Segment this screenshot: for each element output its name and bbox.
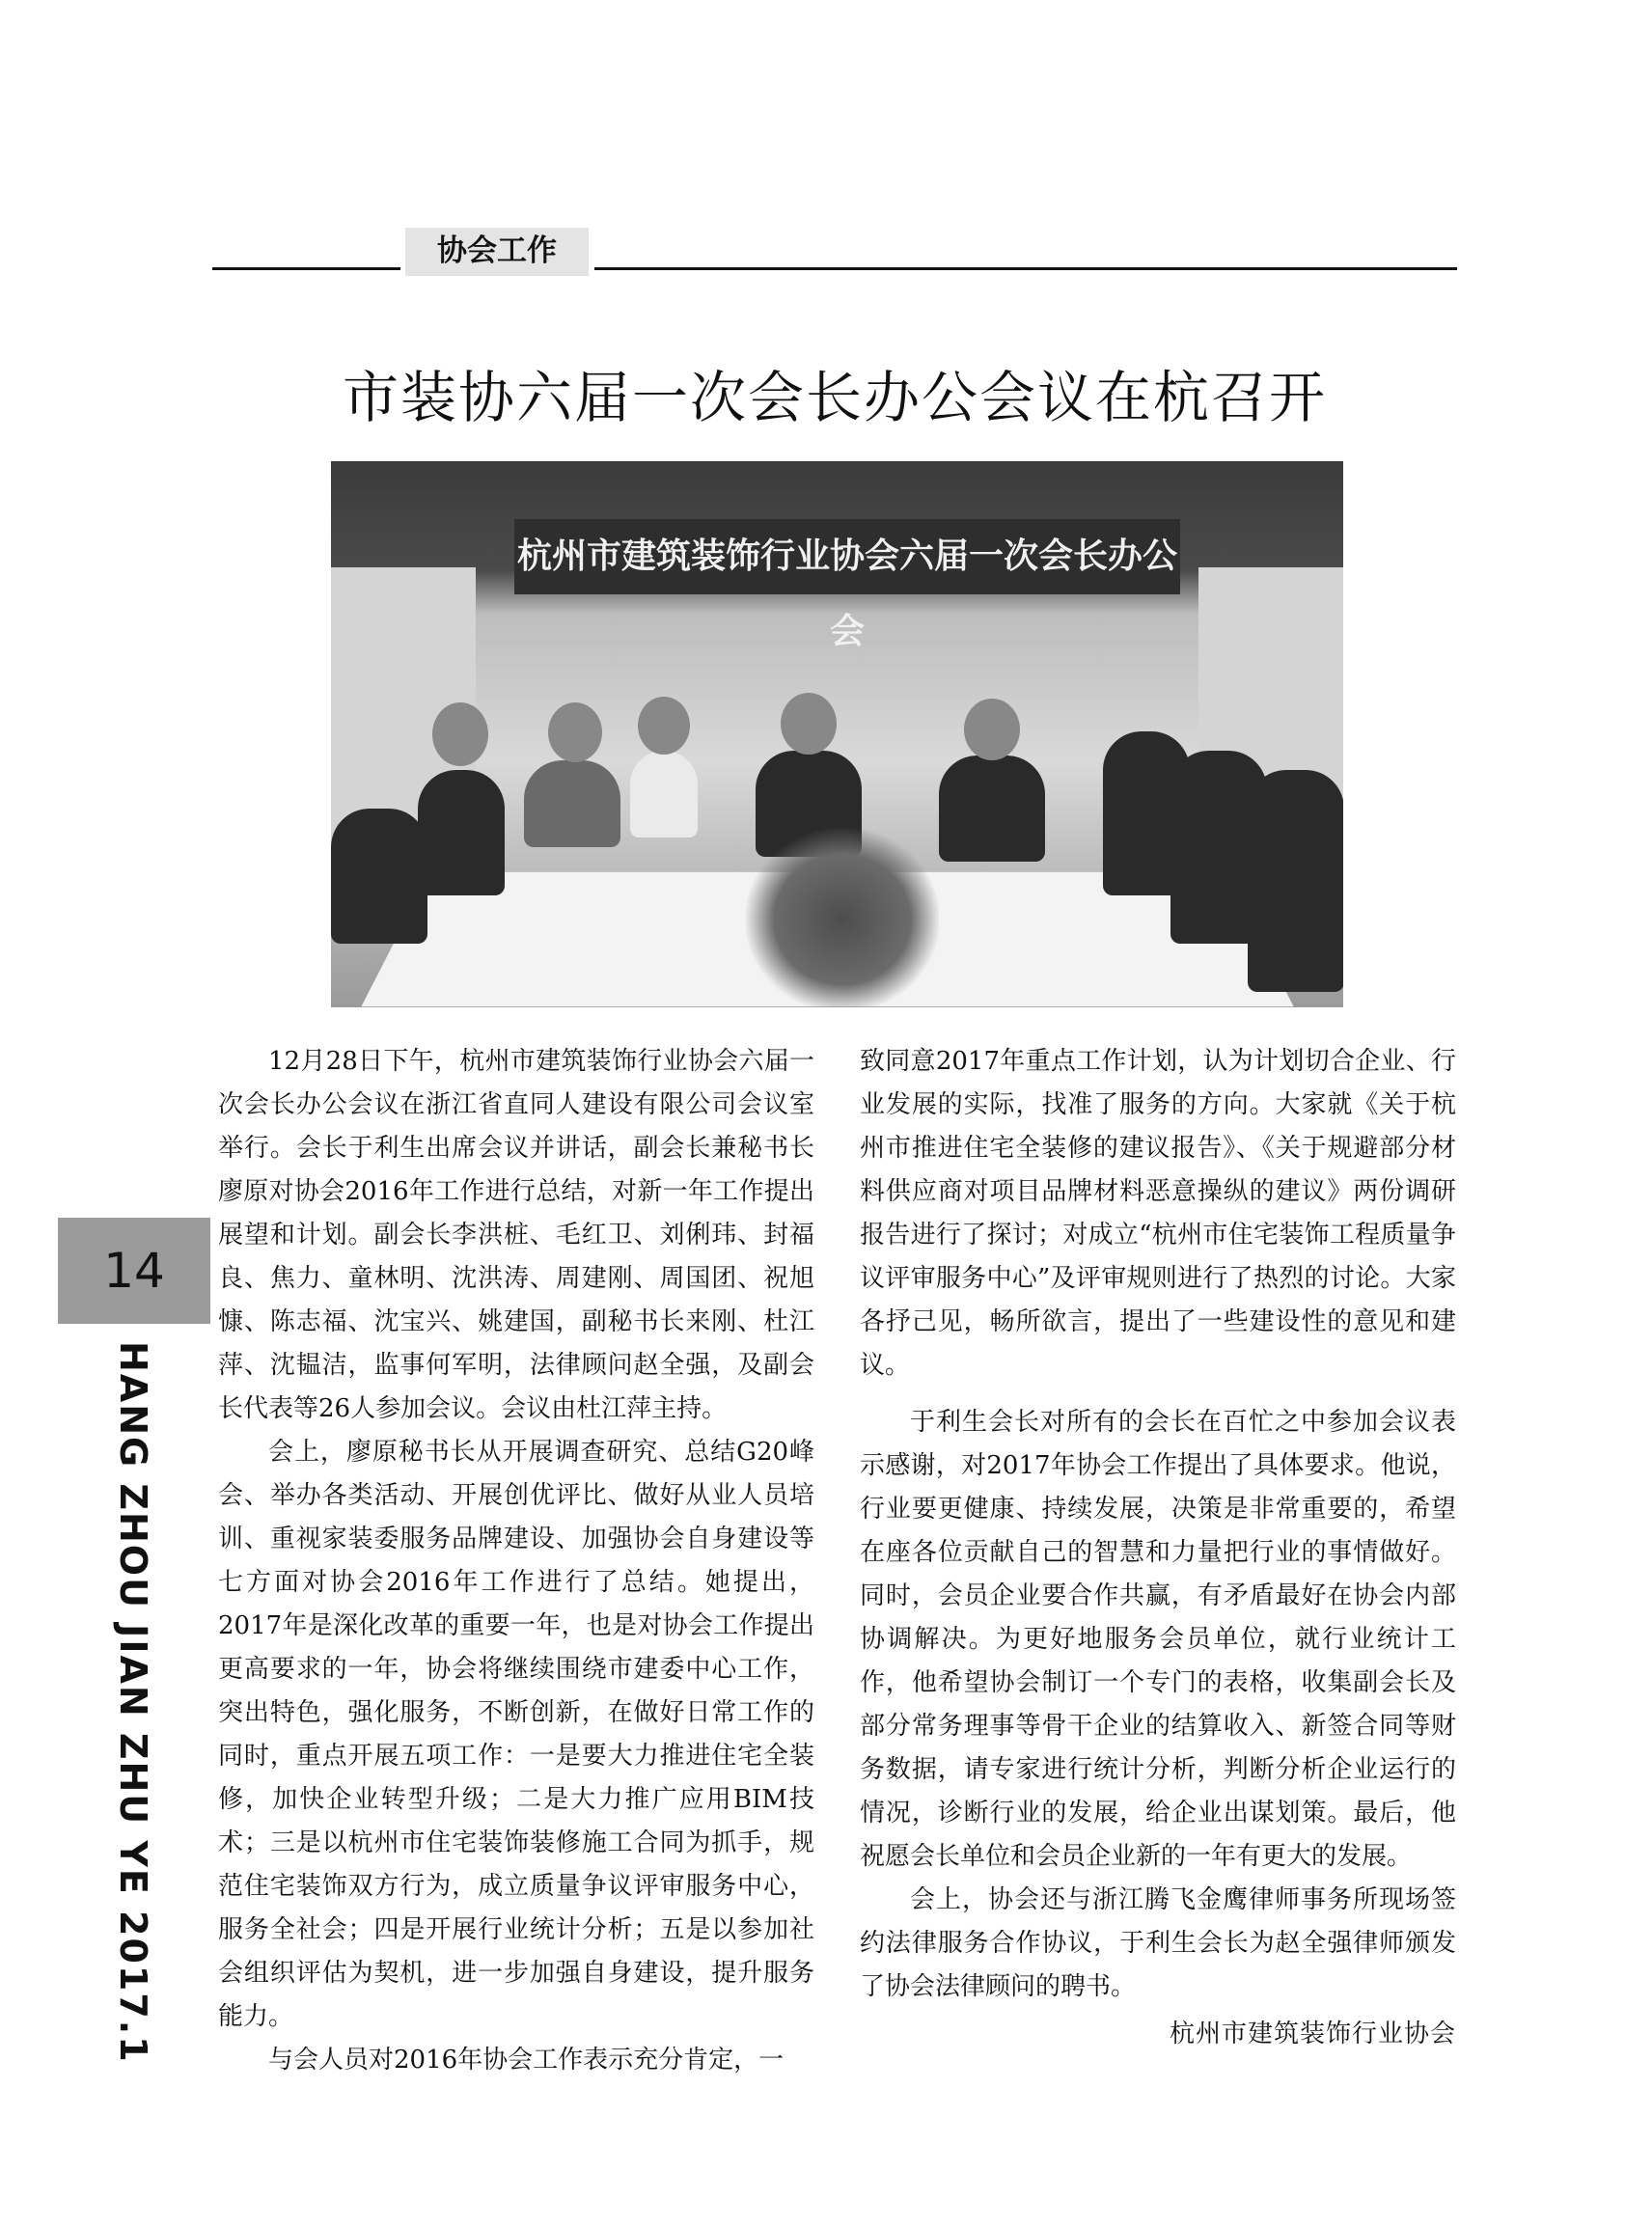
header-rule-left	[212, 267, 400, 270]
photo-person-head	[781, 693, 837, 755]
photo-person	[630, 751, 698, 838]
photo-person	[331, 809, 427, 944]
article-column-right	[860, 1040, 1456, 2056]
section-header	[212, 228, 1457, 276]
article-paragraph: 致同意2017年重点工作计划，认为计划切合企业、行业发展的实际，找准了服务的方向。大家就《关于杭州市推进住宅全装修的建议报告》、《关于规避部分材料供应商对项目品牌材料恶意操纵的建议》两份调研报告进行了探讨；对成立“杭州市住宅装饰工程质量争议评审服务中心”及评审规则进行了热烈的讨论。大家各抒己见，畅所欲言，提出了一些建设性的意见和建议。	[860, 1047, 1456, 1380]
meeting-photo	[331, 461, 1343, 1007]
page-number: 14	[58, 1218, 210, 1324]
photo-person	[939, 756, 1045, 862]
article-paragraph: 会上，廖原秘书长从开展调查研究、总结G20峰会、举办各类活动、开展创优评比、做好从业人员培训、重视家装委服务品牌建设、加强协会自身建设等七方面对协会2016年工作进行了总结。她提出，2017年是深化改革的重要一年，也是对协会工作提出更高要求的一年，协会将继续围绕市建委中心工作，突出特色，强化服务，不断创新，在做好日常工作的同时，重点开展五项工作：一是要大力推进住宅全装修，加快企业转型升级；二是大力推广应用BIM技术；三是以杭州市住宅装饰装修施工合同为抓手，规范住宅装饰双方行为，成立质量争议评审服务中心，服务全社会；四是开展行业统计分析；五是以参加社会组织评估为契机，进一步加强自身建设，提升服务能力。	[218, 1438, 814, 2031]
article-author: 杭州市建筑装饰行业协会	[1169, 2020, 1456, 2048]
photo-person	[1248, 770, 1343, 992]
article-column-left	[218, 1040, 814, 2082]
photo-person-head	[432, 702, 488, 766]
header-rule-right	[594, 267, 1457, 270]
photo-person	[418, 770, 505, 895]
photo-plant	[746, 828, 939, 1007]
article-paragraph: 于利生会长对所有的会长在百忙之中参加会议表示感谢，对2017年协会工作提出了具体要求。他说，行业要更健康、持续发展，决策是非常重要的，希望在座各位贡献自己的智慧和力量把行业的事情做好。同时，会员企业要合作共赢，有矛盾最好在协会内部协调解决。为更好地服务会员单位，就行业统计工作，他希望协会制订一个专门的表格，收集副会长及部分常务理事等骨干企业的结算收入、新签合同等财务数据，请专家进行统计分析，判断分析企业运行的情况，诊断行业的发展，给企业出谋划策。最后，他祝愿会长单位和会员企业新的一年有更大的发展。	[860, 1408, 1456, 1871]
photo-person-head	[638, 697, 690, 755]
photo-banner: 杭州市建筑装饰行业协会六届一次会长办公会	[514, 519, 1180, 594]
photo-person	[524, 760, 620, 847]
article-paragraph: 12月28日下午，杭州市建筑装饰行业协会六届一次会长办公会议在浙江省直同人建设有限公司会议室举行。会长于利生出席会议并讲话，副会长兼秘书长廖原对协会2016年工作进行总结，对新一年工作提出展望和计划。副会长李洪桩、毛红卫、刘俐玮、封福良、焦力、童林明、沈洪涛、周建刚、周国团、祝旭慷、陈志福、沈宝兴、姚建国，副秘书长来刚、杜江萍、沈韫洁，监事何军明，法律顾问赵全强，及副会长代表等26人参加会议。会议由杜江萍主持。	[218, 1047, 814, 1423]
article-paragraph: 与会人员对2016年协会工作表示充分肯定，一	[268, 2046, 785, 2075]
section-label: 协会工作	[405, 228, 589, 276]
article-title: 市装协六届一次会长办公会议在杭召开	[342, 365, 1327, 430]
photo-person-head	[548, 702, 602, 762]
journal-vertical-title: HANG ZHOU JIAN ZHU YE 2017.1	[112, 1341, 154, 2064]
article-paragraph: 会上，协会还与浙江腾飞金鹰律师事务所现场签约法律服务合作协议，于利生会长为赵全强律师颁发了协会法律顾问的聘书。	[860, 1885, 1456, 2001]
photo-person-head	[964, 699, 1020, 760]
